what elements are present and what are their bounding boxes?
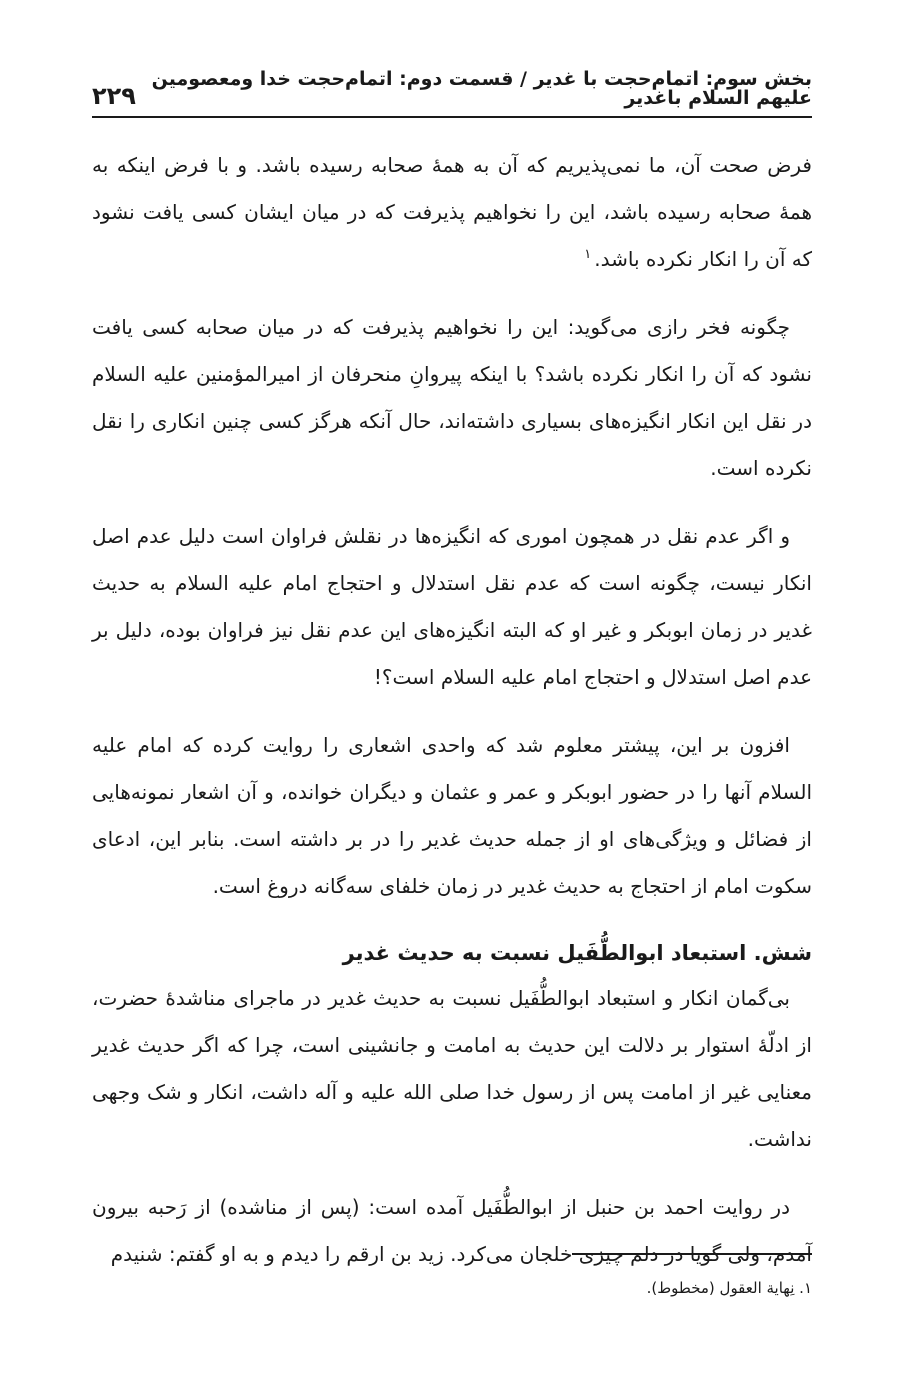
header-divider: [92, 116, 812, 118]
paragraph-4: افزون بر این، پیشتر معلوم شد که واحدی اشعاری را روایت کرده که امام علیه السلام آنها را در حضور ابوبکر و عمر و عثمان و دیگران خوانده، و آن اشعار نمونه‌هایی از فضائل و ویژگی‌های او از جمله حدیث غدیر را در بر داشته است. بنابر این، ادعای سکوت امام از احتجاج به حدیث غدیر در زمان خلفای سه‌گانه دروغ است.: [92, 733, 812, 898]
footnote-divider: [572, 1253, 812, 1255]
running-title: بخش سوم: اتمام‌حجت با غدیر / قسمت دوم: اتمام‌حجت خدا ومعصومین علیهم السلام باغدیر: [151, 68, 812, 109]
page-number: ۲۲۹: [92, 82, 136, 110]
paragraph-1-text: فرض صحت آن، ما نمی‌پذیریم که آن به همهٔ صحابه رسیده باشد. و با فرض اینکه به همهٔ صحابه رسیده باشد، این را نخواهیم پذیرفت که در میان ایشان کسی یافت نشود که آن را انکار نکرده باشد.: [92, 153, 812, 271]
paragraph-3: و اگر عدم نقل در همچون اموری که انگیزه‌ها در نقلش فراوان است دلیل عدم اصل انکار نیست، چگونه است که عدم نقل استدلال و احتجاج امام علیه السلام به حدیث غدیر در زمان ابوبکر و غیر او که البته انگیزه‌های این عدم نقل نیز فراوان بوده، دلیل بر عدم اصل استدلال و احتجاج امام علیه السلام است؟!: [92, 524, 812, 689]
paragraph-2: چگونه فخر رازی می‌گوید: این را نخواهیم پذیرفت که در میان صحابه کسی یافت نشود که آن را انکار نکرده باشد؟ با اینکه پیروانِ منحرفان از امیرالمؤمنین علیه السلام در نقل این انکار انگیزه‌های بسیاری داشته‌اند، حال آنکه هرگز کسی چنین انکاری را نقل نکرده است.: [92, 315, 812, 480]
running-header: [92, 70, 812, 108]
footnote-1: ۱. نِهایة العقول (مخطوط).: [646, 1279, 812, 1297]
section-paragraph-1: بی‌گمان انکار و استبعاد ابوالطُّفَیل نسبت به حدیث غدیر در ماجرای مناشدهٔ حضرت، از ادلّهٔ استوار بر دلالت این حدیث به امامت و جانشینی است، چرا که اگر حدیث غدیر معنایی غیر از امامت پس از رسول خدا صلی الله علیه و آله داشت، انکار و شک وجهی نداشت.: [92, 986, 812, 1151]
book-page: [92, 0, 812, 1390]
section-paragraph-2: در روایت احمد بن حنبل از ابوالطُّفَیل آمده است: (پس از مناشده) از رَحبه بیرون آمدم، ولی گویا در دلم چیزی خلجان می‌کرد. زید بن ارقم را دیدم و به او گفتم: شنیدم: [92, 1195, 812, 1266]
paragraph-1: [92, 142, 812, 283]
body-text: [92, 142, 812, 1299]
section-heading: شش. استبعاد ابوالطُّفَیل نسبت به حدیث غدیر: [342, 941, 812, 965]
footnote-reference-1[interactable]: ۱: [584, 247, 592, 263]
